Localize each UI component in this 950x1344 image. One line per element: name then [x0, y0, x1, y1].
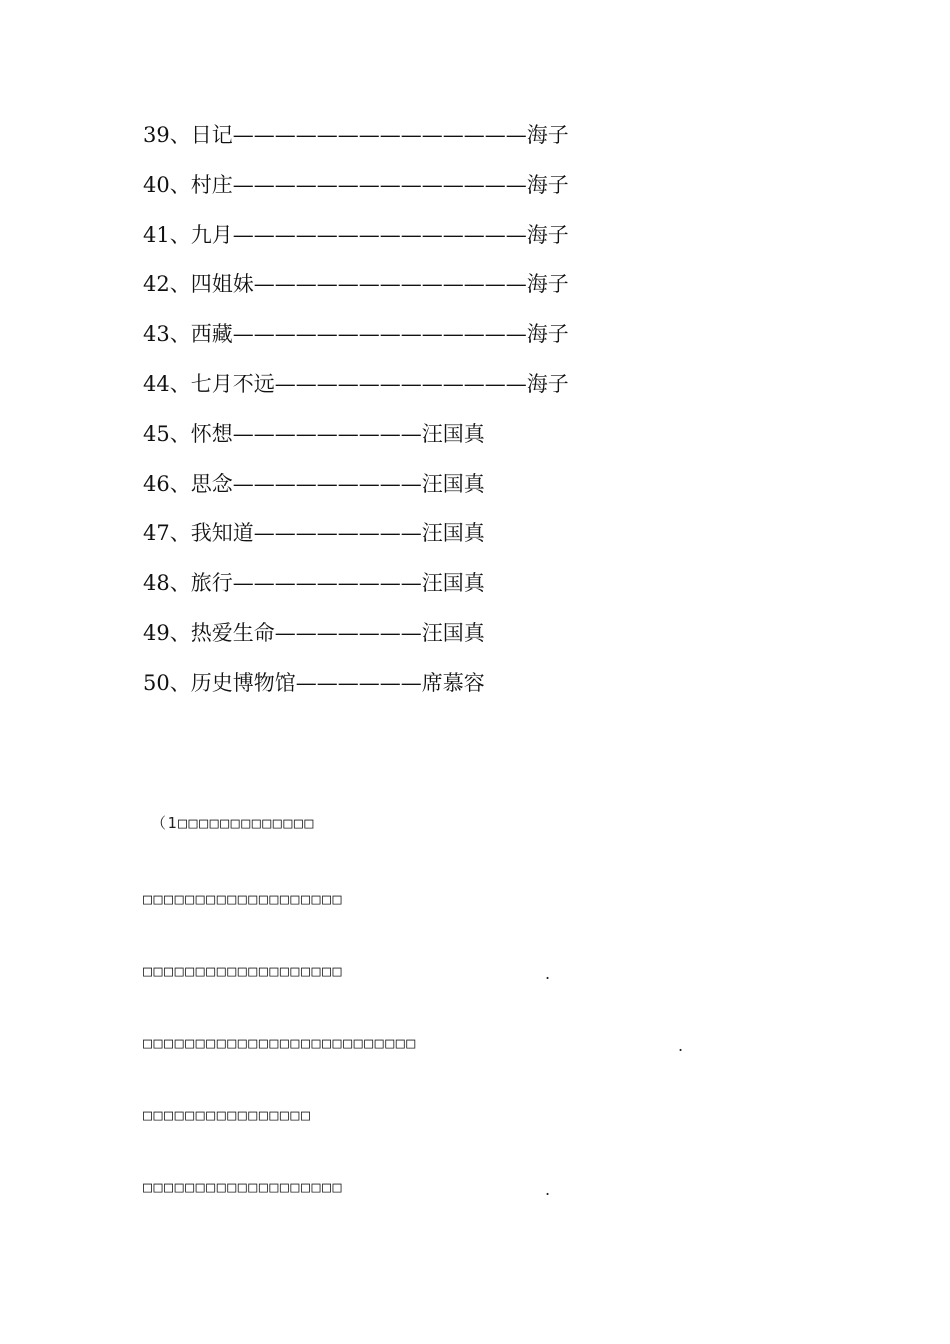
period-mark: .: [545, 964, 551, 983]
garbled-line: □□□□□□□□□□□□□□□□□□□□□□□□□□: [143, 1034, 417, 1052]
garbled-line: □□□□□□□□□□□□□□□□□□□: [143, 890, 344, 908]
period-mark: .: [545, 1180, 551, 1199]
period-mark: .: [678, 1036, 684, 1055]
list-item: 40、村庄——————————————海子: [143, 172, 569, 197]
garbled-line: （1□□□□□□□□□□□□□: [151, 814, 315, 832]
unrendered-text-block: [143, 812, 763, 1212]
garbled-line: □□□□□□□□□□□□□□□□□□□: [143, 1178, 344, 1196]
list-item: 41、九月——————————————海子: [143, 222, 569, 247]
list-item: 50、历史博物馆——————席慕容: [143, 670, 485, 695]
garbled-line: □□□□□□□□□□□□□□□□: [143, 1106, 312, 1124]
garbled-line: □□□□□□□□□□□□□□□□□□□: [143, 962, 344, 980]
list-item: 49、热爱生命———————汪国真: [143, 620, 485, 645]
list-item: 42、四姐妹—————————————海子: [143, 272, 569, 297]
list-item: 45、怀想—————————汪国真: [143, 421, 485, 446]
list-item: 43、西藏——————————————海子: [143, 322, 569, 347]
list-item: 47、我知道————————汪国真: [143, 521, 485, 546]
list-item: 44、七月不远————————————海子: [143, 371, 569, 396]
poem-list: [143, 118, 569, 716]
list-item: 39、日记——————————————海子: [143, 123, 569, 147]
list-item: 46、思念—————————汪国真: [143, 471, 485, 496]
list-item: 48、旅行—————————汪国真: [143, 571, 485, 596]
